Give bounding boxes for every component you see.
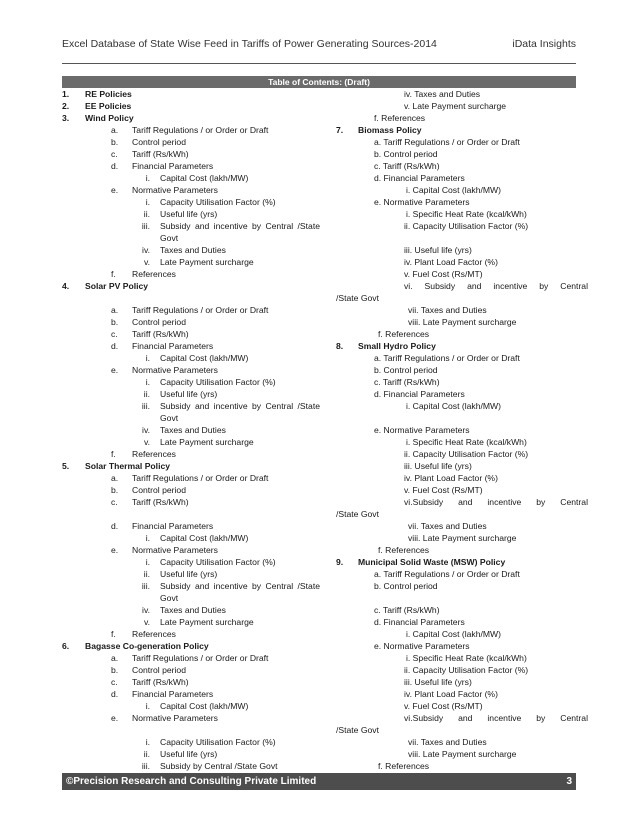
toc-entry-label: iv. Plant Load Factor (%) bbox=[404, 257, 498, 267]
toc-entry bbox=[62, 496, 330, 508]
toc-entry bbox=[336, 520, 588, 532]
toc-entry bbox=[336, 628, 588, 640]
toc-entry-marker: b. bbox=[111, 137, 119, 147]
toc-entry-label: a. Tariff Regulations / or Order or Draft bbox=[374, 353, 520, 363]
toc-entry bbox=[336, 292, 588, 304]
toc-entry-label: vii. Taxes and Duties bbox=[408, 737, 487, 747]
toc-entry-marker: b. bbox=[111, 317, 119, 327]
toc-entry bbox=[62, 676, 330, 688]
toc-entry-marker: i. bbox=[145, 557, 150, 567]
toc-entry-label: Subsidy and incentive by Central /State bbox=[160, 581, 320, 591]
toc-entry-label: iii. Useful life (yrs) bbox=[404, 677, 472, 687]
toc-entry bbox=[336, 376, 588, 388]
toc-entry-label: viii. Late Payment surcharge bbox=[408, 533, 517, 543]
toc-entry-marker: i. bbox=[145, 737, 150, 747]
toc-entry bbox=[336, 496, 588, 508]
toc-entry bbox=[336, 604, 588, 616]
toc-entry bbox=[62, 520, 330, 532]
toc-entry-label: Tariff Regulations / or Order or Draft bbox=[132, 125, 269, 135]
toc-entry bbox=[62, 760, 330, 772]
toc-entry-label: References bbox=[132, 269, 176, 279]
toc-entry bbox=[336, 196, 588, 208]
toc-entry-marker: i. bbox=[145, 173, 150, 183]
toc-entry bbox=[336, 208, 588, 220]
toc-entry bbox=[336, 436, 588, 448]
toc-entry-marker: a. bbox=[111, 473, 119, 483]
toc-entry bbox=[336, 412, 588, 424]
toc-entry bbox=[62, 424, 330, 436]
toc-entry-marker: 2. bbox=[62, 101, 70, 111]
toc-entry-label: iv. Plant Load Factor (%) bbox=[404, 689, 498, 699]
toc-entry bbox=[336, 160, 588, 172]
toc-entry-marker: d. bbox=[111, 689, 119, 699]
toc-entry-marker: i. bbox=[145, 353, 150, 363]
toc-entry bbox=[336, 508, 588, 520]
toc-entry-label: i. Specific Heat Rate (kcal/kWh) bbox=[406, 209, 527, 219]
toc-entry-marker: a. bbox=[111, 653, 119, 663]
toc-entry-label: Tariff (Rs/kWh) bbox=[132, 677, 189, 687]
toc-entry-marker: iv. bbox=[142, 245, 150, 255]
toc-entry-marker: c. bbox=[111, 149, 118, 159]
toc-entry-label: b. Control period bbox=[374, 149, 438, 159]
toc-entry bbox=[336, 712, 588, 724]
toc-entry bbox=[336, 148, 588, 160]
footer-bar bbox=[62, 773, 576, 790]
toc-entry-marker: 3. bbox=[62, 113, 70, 123]
header-brand: iData Insights bbox=[512, 38, 576, 50]
footer-copyright: ©Precision Research and Consulting Private Limited bbox=[66, 776, 317, 787]
toc-entry bbox=[62, 604, 330, 616]
toc-entry-label: ii. Capacity Utilisation Factor (%) bbox=[404, 221, 529, 231]
toc-entry-marker: ii. bbox=[143, 569, 150, 579]
toc-entry-label: Tariff (Rs/kWh) bbox=[132, 329, 189, 339]
toc-entry bbox=[62, 412, 330, 424]
toc-entry-label: d. Financial Parameters bbox=[374, 617, 465, 627]
toc-entry bbox=[62, 508, 330, 520]
toc-entry bbox=[336, 220, 588, 232]
toc-entry-label: d. Financial Parameters bbox=[374, 173, 465, 183]
toc-entry bbox=[62, 136, 330, 148]
toc-entry bbox=[62, 268, 330, 280]
toc-entry bbox=[336, 472, 588, 484]
toc-entry-marker: iii. bbox=[141, 221, 150, 231]
toc-entry bbox=[62, 112, 330, 124]
toc-entry bbox=[62, 160, 330, 172]
toc-entry-label: Govt bbox=[160, 413, 179, 423]
toc-entry-marker: 8. bbox=[336, 341, 344, 351]
toc-title: Table of Contents: (Draft) bbox=[62, 76, 576, 88]
toc-entry-label: viii. Late Payment surcharge bbox=[408, 317, 517, 327]
toc-entry bbox=[62, 232, 330, 244]
toc-entry-marker: 7. bbox=[336, 125, 344, 135]
toc-entry-label: Bagasse Co-generation Policy bbox=[85, 641, 209, 651]
toc-entry-marker: 9. bbox=[336, 557, 344, 567]
toc-entry-label: /State Govt bbox=[336, 509, 379, 519]
toc-entry-label: v. Fuel Cost (Rs/MT) bbox=[404, 701, 483, 711]
toc-entry bbox=[62, 100, 330, 112]
toc-entry-label: c. Tariff (Rs/kWh) bbox=[374, 161, 440, 171]
toc-entry-marker: v. bbox=[143, 617, 150, 627]
toc-entry bbox=[62, 172, 330, 184]
toc-entry-label: f. References bbox=[378, 545, 430, 555]
toc-entry-label: Solar PV Policy bbox=[85, 281, 149, 291]
toc-entry-label: Taxes and Duties bbox=[160, 245, 226, 255]
toc-entry-label: vii. Taxes and Duties bbox=[408, 521, 487, 531]
toc-entry-marker: i. bbox=[145, 377, 150, 387]
toc-entry bbox=[336, 316, 588, 328]
toc-entry-label: Late Payment surcharge bbox=[160, 257, 254, 267]
toc-entry-label: Late Payment surcharge bbox=[160, 437, 254, 447]
toc-entry bbox=[336, 724, 588, 736]
toc-entry bbox=[62, 688, 330, 700]
toc-entry-label: Normative Parameters bbox=[132, 365, 218, 375]
toc-entry bbox=[336, 136, 588, 148]
toc-entry-marker: c. bbox=[111, 329, 118, 339]
toc-entry bbox=[336, 544, 588, 556]
toc-entry-marker: d. bbox=[111, 341, 119, 351]
toc-entry-marker: f. bbox=[111, 629, 116, 639]
toc-entry-label: Useful life (yrs) bbox=[160, 389, 218, 399]
toc-entry bbox=[62, 292, 330, 304]
toc-entry-label: Wind Policy bbox=[85, 113, 134, 123]
toc-entry-label: Late Payment surcharge bbox=[160, 617, 254, 627]
toc-entry bbox=[62, 640, 330, 652]
toc-entry bbox=[62, 724, 330, 736]
toc-entry-marker: iv. bbox=[142, 605, 150, 615]
toc-entry bbox=[336, 448, 588, 460]
toc-entry bbox=[62, 664, 330, 676]
toc-entry-marker: 1. bbox=[62, 89, 70, 99]
toc-entry bbox=[336, 244, 588, 256]
toc-entry-label: /State Govt bbox=[336, 725, 379, 735]
toc-entry-marker: e. bbox=[111, 185, 119, 195]
toc-entry bbox=[336, 640, 588, 652]
toc-entry bbox=[336, 736, 588, 748]
toc-entry-label: b. Control period bbox=[374, 365, 438, 375]
toc-right-column bbox=[336, 88, 588, 772]
toc-entry-label: Solar Thermal Policy bbox=[85, 461, 171, 471]
toc-entry bbox=[62, 460, 330, 472]
toc-entry-marker: 6. bbox=[62, 641, 70, 651]
toc-entry-label: a. Tariff Regulations / or Order or Draft bbox=[374, 569, 520, 579]
toc-entry-label: EE Policies bbox=[85, 101, 132, 111]
toc-entry bbox=[336, 700, 588, 712]
toc-entry bbox=[62, 352, 330, 364]
toc-entry-label: Useful life (yrs) bbox=[160, 209, 218, 219]
toc-entry-label: Capital Cost (lakh/MW) bbox=[160, 173, 249, 183]
toc-entry-label: Govt bbox=[160, 233, 179, 243]
toc-entry bbox=[336, 664, 588, 676]
toc-entry-label: Capacity Utilisation Factor (%) bbox=[160, 197, 276, 207]
toc-entry bbox=[62, 388, 330, 400]
toc-entry-label: Subsidy by Central /State Govt bbox=[160, 761, 278, 771]
toc-entry-label: i. Capital Cost (lakh/MW) bbox=[406, 185, 502, 195]
toc-entry bbox=[62, 568, 330, 580]
toc-entry-marker: d. bbox=[111, 161, 119, 171]
toc-entry-marker: e. bbox=[111, 365, 119, 375]
toc-entry bbox=[336, 760, 588, 772]
toc-entry bbox=[336, 400, 588, 412]
toc-entry bbox=[62, 580, 330, 592]
toc-entry-marker: 5. bbox=[62, 461, 70, 471]
toc-entry-label: iv. Taxes and Duties bbox=[404, 89, 481, 99]
toc-entry bbox=[62, 592, 330, 604]
toc-entry bbox=[62, 196, 330, 208]
toc-entry-label: Taxes and Duties bbox=[160, 425, 226, 435]
toc-entry-label: iv. Plant Load Factor (%) bbox=[404, 473, 498, 483]
toc-entry-label: a. Tariff Regulations / or Order or Draft bbox=[374, 137, 520, 147]
toc-entry bbox=[336, 388, 588, 400]
toc-entry bbox=[62, 88, 330, 100]
toc-entry bbox=[62, 220, 330, 232]
toc-entry-label: Control period bbox=[132, 137, 186, 147]
toc-entry-label: Tariff (Rs/kWh) bbox=[132, 497, 189, 507]
toc-entry-label: /State Govt bbox=[336, 293, 379, 303]
toc-entry bbox=[336, 124, 588, 136]
toc-entry bbox=[336, 460, 588, 472]
toc-entry bbox=[62, 748, 330, 760]
toc-entry bbox=[62, 628, 330, 640]
toc-entry bbox=[62, 316, 330, 328]
toc-entry-label: vii. Taxes and Duties bbox=[408, 305, 487, 315]
toc-entry bbox=[62, 700, 330, 712]
toc-entry-label: f. References bbox=[378, 761, 430, 771]
toc-entry-marker: v. bbox=[143, 437, 150, 447]
toc-entry bbox=[336, 112, 588, 124]
toc-entry bbox=[62, 616, 330, 628]
toc-entry-label: v. Fuel Cost (Rs/MT) bbox=[404, 269, 483, 279]
toc-entry bbox=[336, 232, 588, 244]
toc-entry bbox=[336, 616, 588, 628]
toc-entry bbox=[336, 172, 588, 184]
toc-entry bbox=[336, 484, 588, 496]
toc-entry-label: b. Control period bbox=[374, 581, 438, 591]
toc-entry-label: Capital Cost (lakh/MW) bbox=[160, 533, 249, 543]
toc-entry-label: i. Specific Heat Rate (kcal/kWh) bbox=[406, 437, 527, 447]
toc-entry-label: Useful life (yrs) bbox=[160, 569, 218, 579]
toc-entry-marker: f. bbox=[111, 449, 116, 459]
toc-entry-label: Control period bbox=[132, 317, 186, 327]
toc-entry-marker: a. bbox=[111, 305, 119, 315]
toc-entry-label: Capacity Utilisation Factor (%) bbox=[160, 737, 276, 747]
toc-entry-label: ii. Capacity Utilisation Factor (%) bbox=[404, 449, 529, 459]
toc-entry-marker: c. bbox=[111, 677, 118, 687]
toc-entry bbox=[62, 532, 330, 544]
toc-entry-label: Taxes and Duties bbox=[160, 605, 226, 615]
toc-entry bbox=[336, 328, 588, 340]
toc-entry bbox=[62, 736, 330, 748]
toc-entry-label: Tariff Regulations / or Order or Draft bbox=[132, 653, 269, 663]
toc-entry bbox=[62, 208, 330, 220]
toc-entry-label: v. Fuel Cost (Rs/MT) bbox=[404, 485, 483, 495]
toc-entry bbox=[336, 592, 588, 604]
toc-entry bbox=[336, 580, 588, 592]
toc-entry-label: Subsidy and incentive by Central /State bbox=[160, 401, 320, 411]
toc-entry bbox=[62, 256, 330, 268]
toc-entry bbox=[62, 184, 330, 196]
toc-entry-label: e. Normative Parameters bbox=[374, 197, 470, 207]
toc-entry bbox=[336, 352, 588, 364]
toc-entry-label: ii. Capacity Utilisation Factor (%) bbox=[404, 665, 529, 675]
toc-entry-label: Capital Cost (lakh/MW) bbox=[160, 701, 249, 711]
toc-entry-label: Financial Parameters bbox=[132, 689, 214, 699]
toc-entry-label: Financial Parameters bbox=[132, 161, 214, 171]
toc-entry-label: Capital Cost (lakh/MW) bbox=[160, 353, 249, 363]
toc-entry bbox=[62, 124, 330, 136]
toc-entry-marker: iv. bbox=[142, 425, 150, 435]
toc-entry-label: Tariff (Rs/kWh) bbox=[132, 149, 189, 159]
toc-entry-label: Useful life (yrs) bbox=[160, 749, 218, 759]
toc-entry-label: i. Specific Heat Rate (kcal/kWh) bbox=[406, 653, 527, 663]
toc-entry-label: i. Capital Cost (lakh/MW) bbox=[406, 401, 502, 411]
toc-entry-marker: iii. bbox=[141, 761, 150, 771]
toc-entry bbox=[62, 280, 330, 292]
toc-entry-marker: 4. bbox=[62, 281, 70, 291]
toc-entry-marker: ii. bbox=[143, 749, 150, 759]
toc-entry-marker: iii. bbox=[141, 401, 150, 411]
toc-entry bbox=[336, 256, 588, 268]
toc-entry bbox=[62, 712, 330, 724]
toc-entry bbox=[336, 364, 588, 376]
toc-entry bbox=[336, 748, 588, 760]
toc-entry-label: Tariff Regulations / or Order or Draft bbox=[132, 473, 269, 483]
toc-entry-label: Control period bbox=[132, 665, 186, 675]
toc-entry bbox=[336, 652, 588, 664]
toc-entry bbox=[336, 532, 588, 544]
toc-entry-label: Normative Parameters bbox=[132, 713, 218, 723]
toc-entry bbox=[62, 364, 330, 376]
toc-entry bbox=[336, 280, 588, 292]
toc-entry bbox=[336, 688, 588, 700]
toc-entry bbox=[336, 676, 588, 688]
toc-entry-label: Biomass Policy bbox=[358, 125, 422, 135]
toc-entry-label: c. Tariff (Rs/kWh) bbox=[374, 605, 440, 615]
toc-entry-label: Financial Parameters bbox=[132, 341, 214, 351]
header-title: Excel Database of State Wise Feed in Tariffs of Power Generating Sources-2014 bbox=[62, 38, 437, 50]
toc-entry bbox=[336, 88, 588, 100]
toc-entry-label: Normative Parameters bbox=[132, 545, 218, 555]
toc-entry bbox=[62, 652, 330, 664]
toc-entry-label: Capacity Utilisation Factor (%) bbox=[160, 557, 276, 567]
toc-entry bbox=[62, 376, 330, 388]
toc-entry bbox=[62, 244, 330, 256]
toc-entry-label: i. Capital Cost (lakh/MW) bbox=[406, 629, 502, 639]
toc-entry-label: RE Policies bbox=[85, 89, 132, 99]
toc-entry-label: e. Normative Parameters bbox=[374, 425, 470, 435]
toc-entry bbox=[62, 436, 330, 448]
toc-entry bbox=[62, 304, 330, 316]
toc-entry-label: f. References bbox=[374, 113, 426, 123]
toc-entry-label: Control period bbox=[132, 485, 186, 495]
toc-entry-label: Small Hydro Policy bbox=[358, 341, 436, 351]
toc-entry bbox=[336, 184, 588, 196]
toc-entry-label: c. Tariff (Rs/kWh) bbox=[374, 377, 440, 387]
toc-entry bbox=[336, 424, 588, 436]
toc-entry-marker: i. bbox=[145, 197, 150, 207]
toc-entry-marker: f. bbox=[111, 269, 116, 279]
toc-entry-label: f. References bbox=[378, 329, 430, 339]
toc-entry bbox=[62, 472, 330, 484]
toc-entry bbox=[62, 340, 330, 352]
page-number: 3 bbox=[566, 776, 572, 787]
toc-entry-label: Municipal Solid Waste (MSW) Policy bbox=[358, 557, 506, 567]
toc-entry-label: e. Normative Parameters bbox=[374, 641, 470, 651]
toc-entry bbox=[336, 568, 588, 580]
toc-entry bbox=[62, 556, 330, 568]
toc-entry bbox=[62, 484, 330, 496]
toc-entry bbox=[62, 448, 330, 460]
toc-entry-label: Tariff Regulations / or Order or Draft bbox=[132, 305, 269, 315]
toc-entry bbox=[336, 268, 588, 280]
toc-entry-label: Subsidy and incentive by Central /State bbox=[160, 221, 320, 231]
toc-entry-label: References bbox=[132, 629, 176, 639]
toc-entry-marker: iii. bbox=[141, 581, 150, 591]
toc-entry-marker: d. bbox=[111, 521, 119, 531]
toc-entry-marker: v. bbox=[143, 257, 150, 267]
toc-entry bbox=[62, 148, 330, 160]
toc-entry-label: viii. Late Payment surcharge bbox=[408, 749, 517, 759]
toc-entry-label: Govt bbox=[160, 593, 179, 603]
toc-entry bbox=[62, 328, 330, 340]
toc-entry-label: Normative Parameters bbox=[132, 185, 218, 195]
toc-left-column bbox=[62, 88, 330, 772]
toc-entry bbox=[62, 544, 330, 556]
toc-entry-label: vi.Subsidy and incentive by Central bbox=[404, 713, 588, 723]
toc-entry bbox=[336, 304, 588, 316]
toc-entry-marker: c. bbox=[111, 497, 118, 507]
toc-entry-label: vi. Subsidy and incentive by Central bbox=[404, 281, 588, 291]
toc-entry bbox=[62, 400, 330, 412]
toc-entry-marker: e. bbox=[111, 713, 119, 723]
toc-entry-marker: b. bbox=[111, 665, 119, 675]
toc-entry-label: v. Late Payment surcharge bbox=[404, 101, 507, 111]
toc-entry bbox=[336, 556, 588, 568]
toc-entry-label: Financial Parameters bbox=[132, 521, 214, 531]
header-divider bbox=[62, 63, 576, 64]
toc-entry bbox=[336, 340, 588, 352]
toc-entry-label: d. Financial Parameters bbox=[374, 389, 465, 399]
toc-entry-marker: ii. bbox=[143, 389, 150, 399]
toc-entry-label: Capacity Utilisation Factor (%) bbox=[160, 377, 276, 387]
toc-entry-marker: i. bbox=[145, 533, 150, 543]
toc-entry-label: iii. Useful life (yrs) bbox=[404, 461, 472, 471]
toc-entry-label: vi.Subsidy and incentive by Central bbox=[404, 497, 588, 507]
toc-entry-marker: a. bbox=[111, 125, 119, 135]
toc-entry-marker: i. bbox=[145, 701, 150, 711]
toc-entry-marker: ii. bbox=[143, 209, 150, 219]
toc-entry-marker: e. bbox=[111, 545, 119, 555]
toc-entry-marker: b. bbox=[111, 485, 119, 495]
toc-entry-label: iii. Useful life (yrs) bbox=[404, 245, 472, 255]
toc-entry-label: References bbox=[132, 449, 176, 459]
toc-entry bbox=[336, 100, 588, 112]
